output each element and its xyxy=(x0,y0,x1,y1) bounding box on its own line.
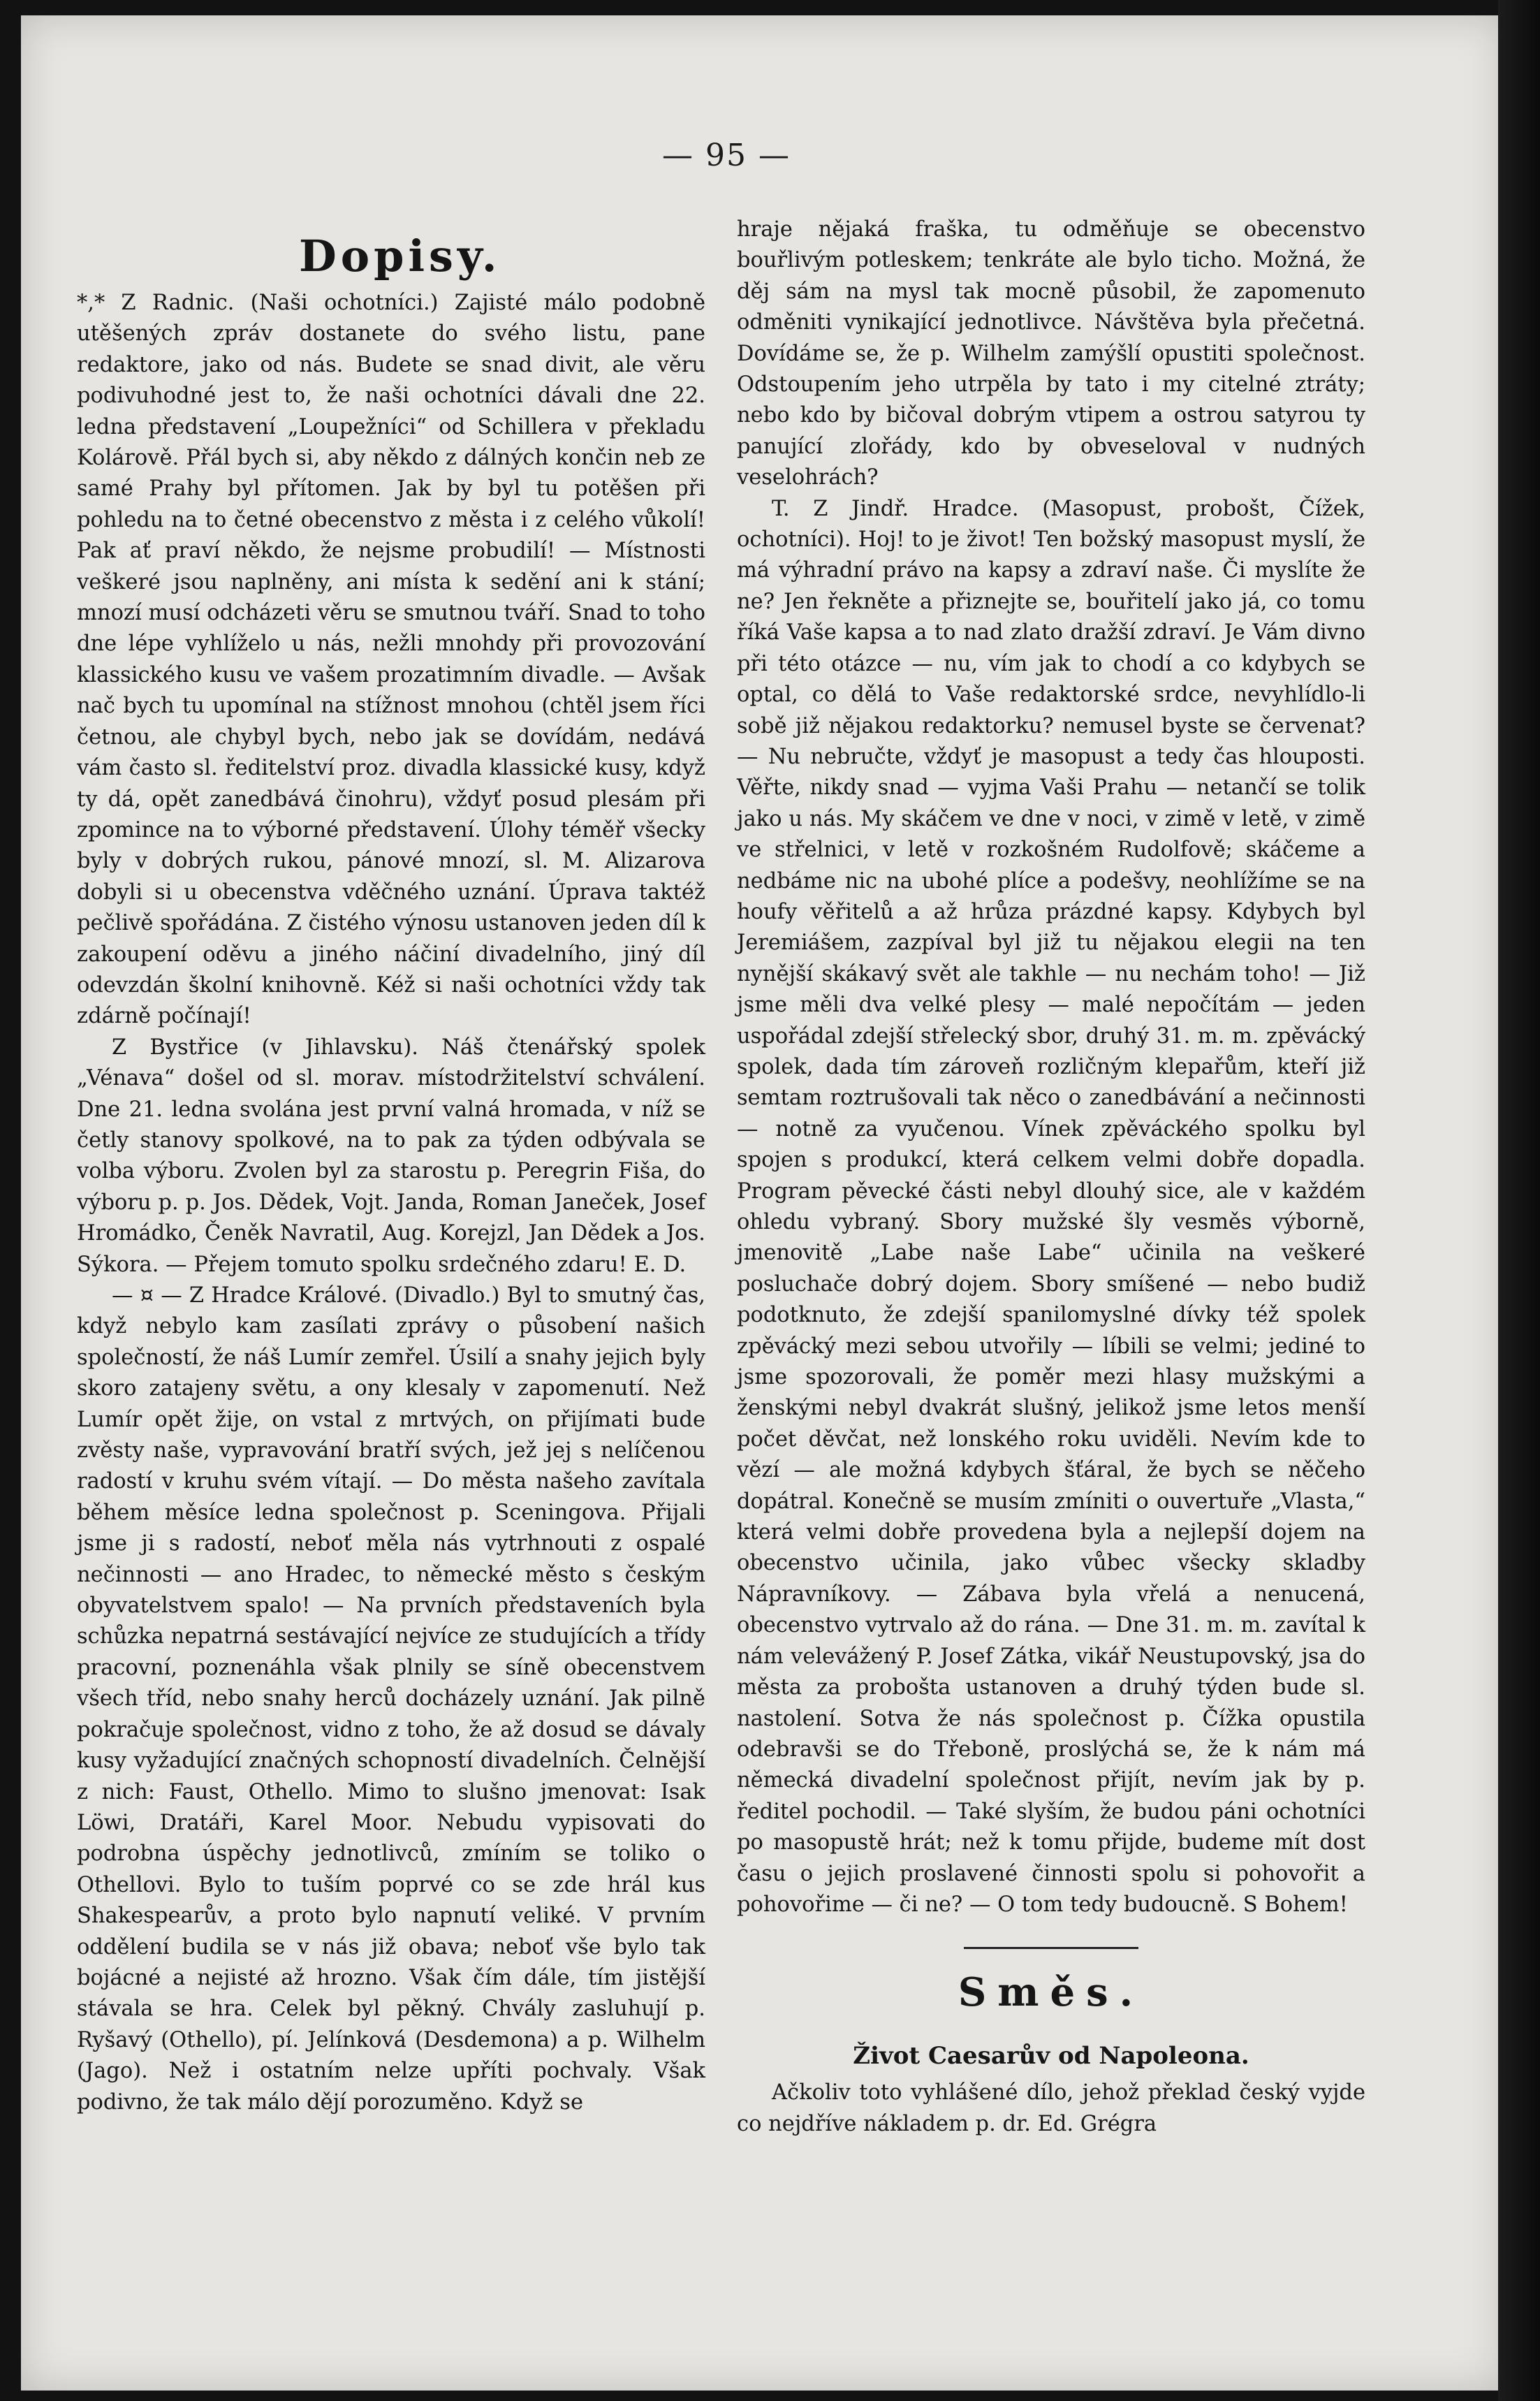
left-column xyxy=(77,225,705,2118)
scan-dark-edge xyxy=(1498,0,1540,2401)
page-number: — 95 — xyxy=(662,138,791,173)
letter-radnice: *,* Z Radnic. (Naši ochotníci.) Zajisté málo podobně utěšených zpráv dostanete do svého listu, pane redaktore, jako od nás. Budete se snad divit, ale věru podivuhodné jest to, že naši ochotníci dávali dne 22. ledna představení „Loupežníci“ od Schillera v překladu Kolárově. Přál bych si, aby někdo z dálných končin neb ze samé Prahy byl přítomen. Jak by byl tu potěšen při pohledu na to četné obecenstvo z města i z celého vůkolí! Pak ať praví někdo, že nejsme probudilí! — Místnosti veškeré jsou naplněny, ani místa k sedění ani k stání; mnozí musí odcházeti věru se smutnou tváří. Snad to toho dne lépe vyhlíželo u nás, nežli mnohdy při provozování klassického kusu ve vašem prozatimním divadle. — Avšak nač bych tu upomínal na stížnost mnohou (chtěl jsem říci četnou, ale chybyl bych, nebo jak se dovídám, nedává vám často sl. ředitelství proz. divadla klassické kusy, když ty dá, opět zanedbává činohru), vždyť posud plesám při zpomince na to výborné představení. Úlohy téměř všecky byly v dobrých rukou, pánové mnozí, sl. M. Alizarova dobyli si u obecenstva vděčného uznání. Úprava taktéž pečlivě spořádána. Z čistého výnosu ustanoven jeden díl k zakoupení oděvu a jiného náčiní divadelního, jiný díl odevzdán školní knihovně. Kéž si naši ochotníci vždy tak zdárně počínají! xyxy=(77,291,705,1029)
letter-hradec-continued: hraje nějaká fraška, tu odměňuje se obecenstvo bouřlivým potleskem; tenkráte ale bylo ticho. Možná, že děj sám na mysl tak mocně působil, že zapomenuto odměniti vynikající jednotlivce. Návštěva byla přečetná. Dovídáme se, že p. Wilhelm zamýšlí opustiti společnost. Odstoupením jeho utrpěla by tato i my citelné ztráty; nebo kdo by bičoval dobrým vtipem a ostrou satyrou ty panující zlořády, kdo by obveseloval v nudných veselohrách? xyxy=(737,217,1365,490)
right-column xyxy=(737,214,1365,2140)
section-heading-smes: Směs. xyxy=(958,1969,1145,2016)
letter-hradec-kralove: — ¤ — Z Hradce Králové. (Divadlo.) Byl to smutný čas, když nebylo kam zasílati zprávy o působení našich společností, že náš Lumír zemřel. Úsilí a snahy jejich byly skoro zatajeny světu, a ony klesaly v zapomenutí. Než Lumír opět žije, on vstal z mrtvých, on přijímati bude zvěsty naše, vypravování bratří svých, jež jej s nelíčenou radostí v kruhu svém vítají. — Do města našeho zavítala během měsíce ledna společnost p. Sceningova. Přijali jsme ji s radostí, neboť měla nás vytrhnouti z ospalé nečinnosti — ano Hradec, to německé město s českým obyvatelstvem spalo! — Na prvních představeních byla schůzka nepatrná sestávající nejvíce ze studujících a třídy pracovní, poznenáhla však plnily se síně obecenstvem všech tříd, nebo snahy herců docházely uznání. Jak pilně pokračuje společnost, vidno z toho, že až dosud se dávaly kusy vyžadující značných schopností divadelních. Čelnější z nich: Faust, Othello. Mimo to slušno jmenovat: Isak Löwi, Dratáři, Karel Moor. Nebudu vypisovati do podrobna úspěchy jednotlivců, zmíním se toliko o Othellovi. Bylo to tuším poprvé co se zde hrál kus Shakespearův, a proto bylo napnutí veliké. V prvním oddělení budila se v nás již obava; neboť vše bylo tak bojácné a nejisté až hrozno. Však čím dále, tím jistější stávala se hra. Celek byl pěkný. Chvály zasluhují p. Ryšavý (Othello), pí. Jelínková (Desdemona) a p. Wilhelm (Jago). Než i ostatním nelze upříti pochvaly. Však podivno, že tak málo dějí porozuměno. Když se xyxy=(77,1283,705,2115)
newspaper-page xyxy=(21,15,1505,2391)
letter-bystrice: Z Bystřice (v Jihlavsku). Náš čtenářský spolek „Vénava“ došel od sl. morav. místodržitelství schválení. Dne 21. ledna svolána jest první valná hromada, v níž se četly stanovy spolkové, na to pak za týden odbývala se volba výboru. Zvolen byl za starostu p. Peregrin Fiša, do výboru p. p. Jos. Dědek, Vojt. Janda, Roman Janeček, Josef Hromádko, Čeněk Navratil, Aug. Korejzl, Jan Dědek a Jos. Sýkora. — Přejem tomuto spolku srdečného zdaru! E. D. xyxy=(77,1035,705,1277)
letter-jindrichuv-hradec: T. Z Jindř. Hradce. (Masopust, probošt, Čížek, ochotníci). Hoj! to je život! Ten božský masopust myslí, že má výhradní právo na kapsy a zdraví naše. Či myslíte že ne? Jen řekněte a přiznejte se, bouřitelí jako já, co tomu říká Vaše kapsa a to nad zlato dražší zdraví. Je Vám divno při této otázce — nu, vím jak to chodí a co kdybych se optal, co dělá to Vaše redaktorské srdce, nevyhlídlo-li sobě již nějakou redaktorku? nemusel byste se červenat? — Nu nebručte, vždyť je masopust a tedy čas hlouposti. Věřte, nikdy snad — vyjma Vaši Prahu — netančí se tolik jako u nás. My skáčem ve dne v noci, v zimě v letě, v zimě ve střelnici, v letě v rozkošném Rudolfově; skáčeme a nedbáme nic na ubohé plíce a podešvy, neohlížíme se na houfy věřitelů a až hrůza prázdné kapsy. Kdybych byl Jeremiášem, zazpíval byl již tu nějakou elegii na ten nynější skákavý svět ale takhle — nu nechám toho! — Již jsme měli dva velké plesy — malé nepočítám — jeden uspořádal zdejší střelecký sbor, druhý 31. m. m. zpěvácký spolek, dada tím zároveň rozličným klepařům, kteří již semtam roztrušovali tak něco o zanedbávání a nečinnosti — notně za vyučenou. Vínek zpěváckého spolku byl spojen s produkcí, která celkem velmi dobře dopadla. Program pěvecké části nebyl dlouhý sice, ale v každém ohledu vybraný. Sbory mužské šly vesměs výborně, jmenovitě „Labe naše Labe“ učinila na veškeré posluchače dobrý dojem. Sbory smíšené — nebo budiž podotknuto, že zdejší spanilomyslné dívky též spolek zpěvácký mezi sebou utvořily — líbili se velmi; jediné to jsme spozorovali, že poměr mezi hlasy mužskými a ženskými nebyl dvakrát slušný, jelikož jsme letos menší počet děvčat, než lonského roku uviděli. Nevím kde to vězí — ale možná kdybych šťáral, že bych se něčeho dopátral. Konečně se musím zmíniti o ouvertuře „Vlasta,“ která velmi dobře provedena byla a nejlepší dojem na obecenstvo učinila, jako vůbec všecky skladby Nápravníkovy. — Zábava byla vřelá a nenucená, obecenstvo vytrvalo až do rána. — Dne 31. m. m. zavítal k nám velevážený P. Josef Zátka, vikář Neustupovský, jsa do města za probošta ustanoven a druhý týden bude sl. nastolení. Sotva že nás společnost p. Čížka opustila odebravši se do Třeboně, proslýchá se, že k nám má německá divadelní společnost přijít, nevím jak by p. ředitel pochodil. — Také slyším, že budou páni ochotníci po masopustě hrát; než k tomu přijde, budeme mít dost času o jejich proslavené činnosti spolu si pohovořit a pohovořime — či ne? — O tom tedy budoucně. S Bohem! xyxy=(737,496,1365,1917)
section-heading-dopisy: Dopisy. xyxy=(299,231,501,282)
section-divider xyxy=(964,1947,1138,1949)
article-title: Život Caesarův od Napoleona. xyxy=(853,2042,1249,2071)
article-opening: Ačkoliv toto vyhlášené dílo, jehož překlad český vyjde co nejdříve nákladem p. dr. Ed. Grégra xyxy=(737,2080,1365,2136)
